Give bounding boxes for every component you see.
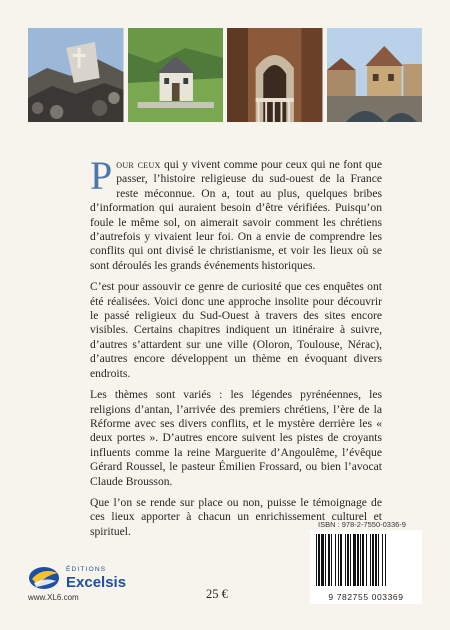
publisher-website: www.XL6.com: [28, 593, 79, 602]
excelsis-swirl-icon: [28, 563, 62, 591]
church-portal-photo: [227, 28, 323, 122]
publisher-editions-label: ÉDITIONS: [66, 566, 107, 573]
barcode: [310, 530, 422, 604]
publisher-name: Excelsis: [66, 574, 127, 591]
paragraph-intro-body: qui y vivent comme pour ceux qui ne font que passer, l’histoire religieuse du sud-ouest de la France reste méconnue. On a, tout au plus, quelques bribes d’information qui auraient besoin d’être vérifiées. Puisqu’on foule le même sol, on aimerait savoir comment les chrétiens d’autrefois y vivaient leur foi. On a envie de comprendre les conflits qui ont divisé le christianisme, et voir les lieux où se sont déroulés les grands événements historiques.: [90, 158, 382, 272]
barcode-bar: [325, 534, 326, 586]
isbn-label: ISBN : 978-2-7550-0336-9: [318, 520, 406, 529]
rocky-summit-cross-photo: [28, 28, 124, 122]
barcode-bar: [331, 534, 332, 586]
barcode-bar: [347, 534, 349, 586]
barcode-bar: [370, 534, 371, 586]
publisher-logo: [28, 561, 138, 595]
barcode-bar: [318, 534, 320, 586]
barcode-bar: [360, 534, 361, 586]
barcode-bar: [366, 534, 367, 586]
paragraph-approach: C’est pour assouvir ce genre de curiosité que ces enquêtes ont été réalisées. Voici donc une approche insolite pour découvrir le passé religieux du Sud-Ouest à travers des sites encore visibles. Certains chapitres indiquent un itinéraire à suivre, d’autres s’attardent sur une ville (Oloron, Toulouse, Nérac), d’autres encore développent un thème en évoquant divers endroits.: [90, 280, 382, 380]
barcode-bar: [382, 534, 383, 586]
mountain-chapel-photo: [128, 28, 224, 122]
barcode-bar: [328, 534, 330, 586]
drop-cap: P: [90, 153, 113, 198]
barcode-bar: [353, 534, 356, 586]
barcode-bar: [372, 534, 374, 586]
barcode-bar: [357, 534, 359, 586]
village-bridge-photo: [327, 28, 423, 122]
paragraph-intro: [90, 153, 382, 273]
photo-strip: [28, 28, 422, 122]
barcode-bar: [335, 534, 336, 586]
back-cover-text: [90, 153, 382, 546]
price: 25 €: [206, 587, 228, 601]
barcode-bar: [362, 534, 364, 586]
paragraph-closing: Que l’on se rende sur place ou non, puisse le témoignage de ces lieux apporter à chacun un enrichissement culturel et spirituel.: [90, 495, 382, 538]
barcode-bar: [378, 534, 379, 586]
lead-in: our ceux: [116, 158, 161, 171]
barcode-bar: [350, 534, 351, 586]
barcode-bars: [310, 530, 422, 590]
barcode-bar: [338, 534, 339, 586]
paragraph-themes: Les thèmes sont variés : les légendes pyrénéennes, les religions d’antan, l’arrivée des premiers chrétiens, l’ère de la Réforme avec ses divers conflits, et le mystère derrière les « deux portes ». D’autres encore suivent les pistes de croyants influents comme la reine Marguerite d’Angoulême, l’évêque Gérard Roussel, le pasteur Émilien Frossard, ou bien l’avocat Claude Brousson.: [90, 388, 382, 488]
barcode-bar: [316, 534, 317, 586]
barcode-bar: [340, 534, 342, 586]
barcode-bar: [375, 534, 377, 586]
barcode-bar: [385, 534, 386, 586]
barcode-bar: [345, 534, 346, 586]
barcode-bar: [321, 534, 324, 586]
barcode-digits: 9 782755 003369: [328, 592, 404, 602]
